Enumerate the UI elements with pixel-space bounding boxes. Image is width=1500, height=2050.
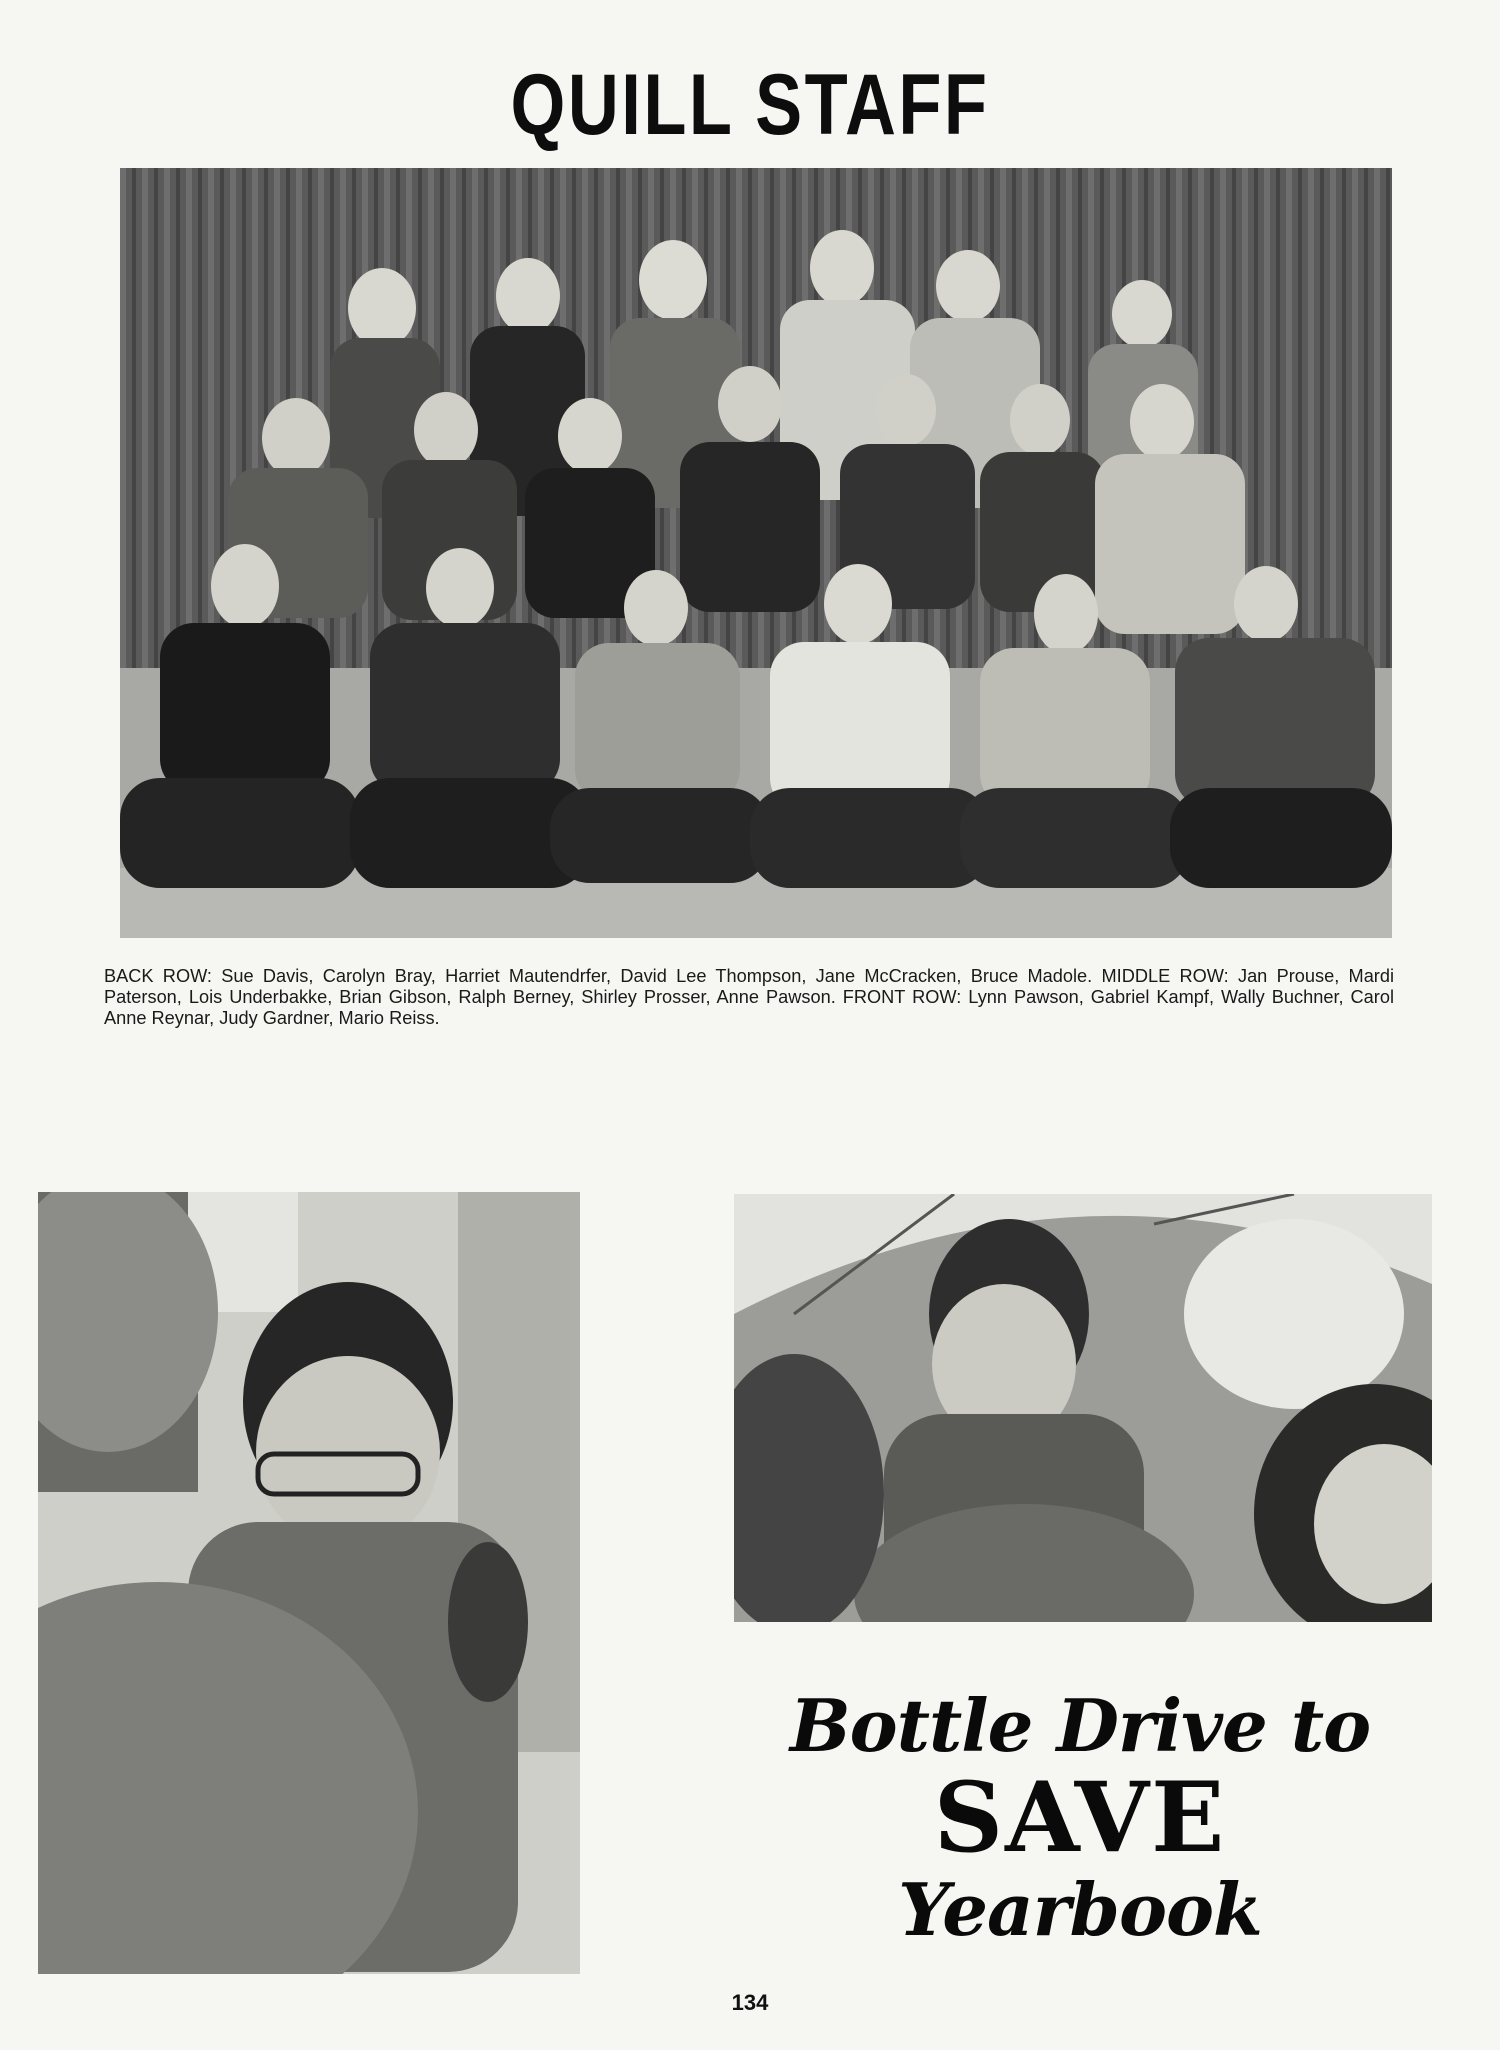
middle-row-names: Jan Prouse, Mardi Paterson, Lois Underbakke, Brian Gibson, Ralph Berney, Shirley Prosser, Anne Pawson. (104, 966, 1395, 1007)
staff-group-photo (120, 168, 1392, 938)
staff-photo-image (120, 168, 1392, 938)
page-title: QUILL STAFF (510, 57, 990, 153)
headline-line-3: Yearbook (898, 1867, 1262, 1953)
back-row-names: Sue Davis, Carolyn Bray, Harriet Mautendrfer, David Lee Thompson, Jane McCracken, Bruce Madole. (221, 966, 1102, 986)
left-photo-image (38, 1192, 580, 1974)
headline-line-1: Bottle Drive to (789, 1683, 1371, 1768)
middle-row-label: MIDDLE ROW: (1101, 966, 1238, 986)
right-photo-image (734, 1194, 1432, 1622)
headline-line-2: SAVE (933, 1760, 1227, 1874)
bottle-drive-photo (734, 1194, 1432, 1622)
back-row-label: BACK ROW: (104, 966, 222, 986)
page-number: 134 (731, 1990, 769, 2015)
bottle-drive-headline (760, 1683, 1400, 1953)
front-row-names: Lynn Pawson, Gabriel Kampf, Wally Buchner, Carol Anne Reynar, Judy Gardner, Mario Reiss. (104, 987, 1395, 1028)
front-row-label: FRONT ROW: (842, 987, 969, 1007)
staff-caption (104, 966, 1394, 1029)
student-thumb-photo (38, 1192, 580, 1974)
